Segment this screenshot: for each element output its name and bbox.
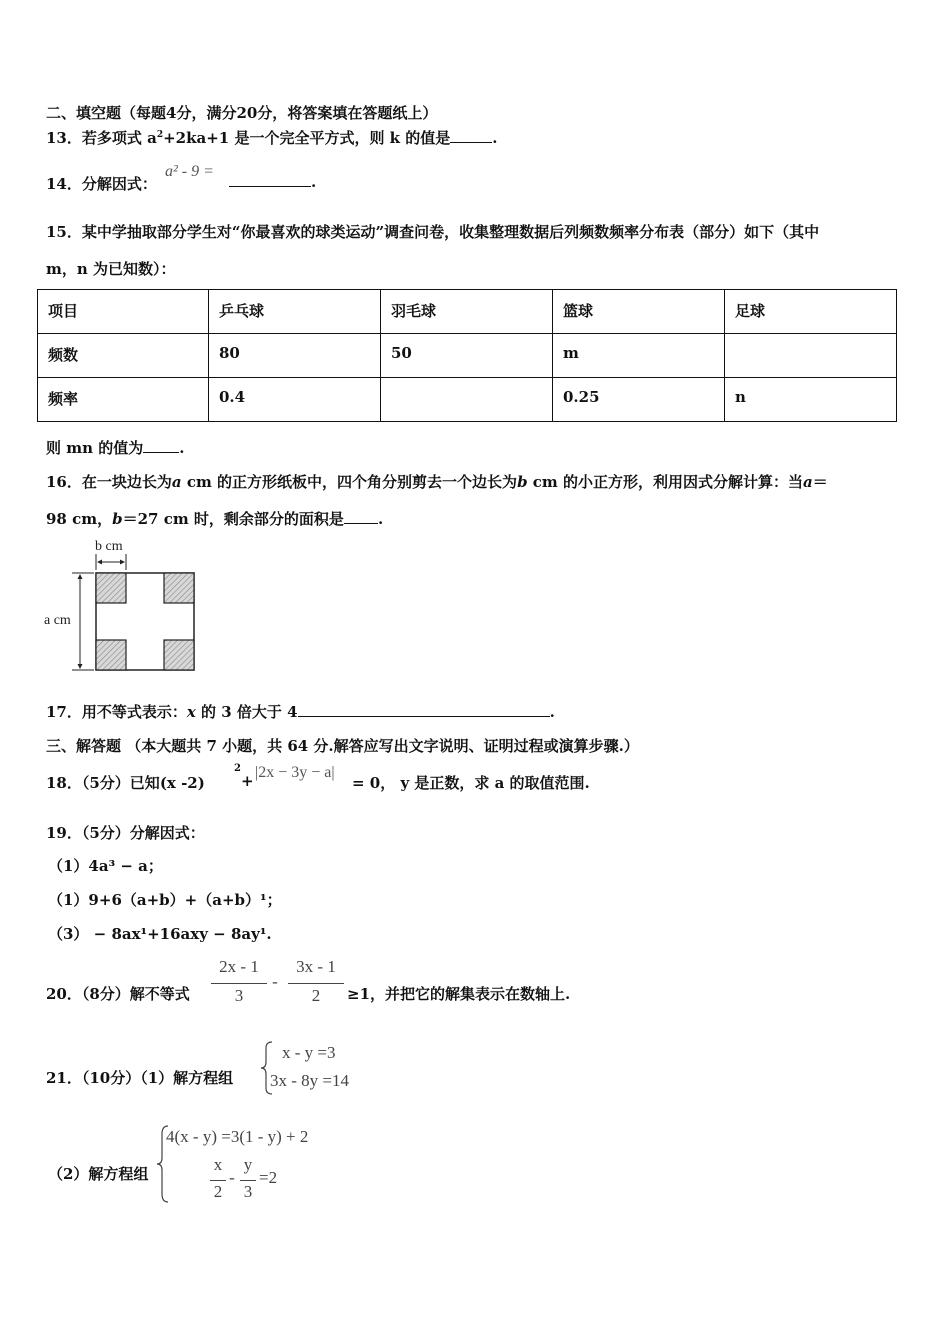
table-cell: 0.25 [553, 378, 725, 422]
q15-after-end: . [179, 439, 185, 457]
q21-text-pre: 21．（10分）（1）解方程组 [46, 1069, 234, 1087]
table-cell: 0.4 [209, 378, 381, 422]
q14-answer-blank[interactable] [229, 186, 311, 187]
q20-numerator-1: 2x - 1 [219, 957, 259, 976]
corner-square [164, 640, 194, 670]
q16-answer-blank[interactable] [344, 523, 378, 524]
table-cell: 项目 [38, 290, 209, 334]
q16-var-a: a [171, 473, 182, 491]
b-dimension-label: b cm [95, 539, 123, 554]
q15-line-2: m，n 为已知数）： [46, 260, 176, 278]
q14-expression: a² - 9 = [165, 163, 214, 180]
q14-label: 14．分解因式： [46, 175, 157, 193]
table-cell: 篮球 [553, 290, 725, 334]
q18-text-post: = 0， y 是正数，求 a 的取值范围. [352, 774, 590, 792]
q21-eq4-denominator-1: 2 [213, 1182, 223, 1201]
q18-expression: (x -2) [159, 774, 205, 792]
table-row [38, 290, 897, 334]
table-cell [381, 378, 553, 422]
table-cell: 羽毛球 [381, 290, 553, 334]
q13-end: . [492, 129, 498, 147]
q17-answer-blank[interactable] [298, 716, 550, 717]
table-row [38, 334, 897, 378]
table-cell: n [725, 378, 897, 422]
q13-text-pre: 13．若多项式 a [46, 129, 157, 147]
q21-eq4-rhs: =2 [259, 1168, 278, 1187]
q13-answer-blank[interactable] [450, 142, 492, 143]
corner-square [96, 640, 126, 670]
q21-eq4-numerator-2: y [243, 1155, 253, 1174]
question-17 [46, 701, 555, 722]
q15-after [46, 437, 184, 458]
table-cell: 80 [209, 334, 381, 378]
table-cell: 频数 [38, 334, 209, 378]
q15-answer-blank[interactable] [143, 452, 179, 453]
question-14 [46, 173, 157, 194]
frequency-table [37, 289, 897, 422]
q14-answer [229, 173, 316, 191]
q20-minus: - [272, 972, 278, 991]
q21-equation-1: x - y =3 [282, 1043, 336, 1062]
q18-plus: + [241, 772, 254, 790]
q16-line-1 [46, 471, 828, 492]
q16-var-b: b [112, 510, 123, 528]
q20-numerator-2: 3x - 1 [296, 957, 336, 976]
q16-var-b: b [517, 473, 528, 491]
q16-text: 16．在一块边长为 [46, 473, 172, 491]
q16-var-a: a [803, 473, 813, 491]
q20-text-post: ≥1，并把它的解集表示在数轴上. [347, 985, 571, 1003]
q21-eq4-numerator-1: x [213, 1155, 223, 1174]
corner-square [164, 573, 194, 603]
q19-part-2: （1）9+6（a+b）+（a+b）¹； [48, 891, 282, 909]
corner-square [96, 573, 126, 603]
fraction-bar [210, 1180, 226, 1181]
q17-text: 的 3 倍大于 4 [195, 703, 298, 721]
table-row [38, 378, 897, 422]
question-13 [46, 127, 498, 148]
q16-text: ＝27 cm 时，剩余部分的面积是 [122, 510, 344, 528]
section-3-heading: 三、解答题 （本大题共 7 小题，共 64 分.解答应写出文字说明、证明过程或演算步骤.） [46, 737, 639, 755]
q20-text-pre: 20．（8分）解不等式 [46, 985, 190, 1003]
q19-part-1: （1）4a³ − a； [48, 857, 163, 875]
table-cell [725, 334, 897, 378]
square-cutout-figure [40, 534, 210, 676]
fraction-bar [240, 1180, 256, 1181]
q17-text: 17．用不等式表示： [46, 703, 187, 721]
q18-text: 18．（5分）已知 [46, 774, 160, 792]
q21-equation-3: 4(x - y) =3(1 - y) + 2 [166, 1127, 309, 1146]
table-cell: 频率 [38, 378, 209, 422]
q16-line-2 [46, 508, 383, 529]
q20-denominator-2: 2 [311, 986, 321, 1005]
table-cell: m [553, 334, 725, 378]
q21-equation-2: 3x - 8y =14 [270, 1071, 349, 1090]
q16-text: ＝ [812, 473, 828, 491]
fraction-bar [288, 983, 344, 984]
q17-var-x: x [186, 703, 196, 721]
q14-end: . [311, 173, 317, 191]
q21-part-2-label: （2）解方程组 [48, 1165, 149, 1183]
q18-absolute-value: |2x − 3y − a| [255, 764, 335, 781]
q19-part-3: （3） − 8ax¹+16axy − 8ay¹. [48, 925, 272, 943]
table-cell: 乒乓球 [209, 290, 381, 334]
question-18 [46, 772, 205, 793]
q13-text-post: +2ka+1 是一个完全平方式，则 k 的值是 [163, 129, 451, 147]
q19-title: 19．（5分）分解因式： [46, 824, 205, 842]
q15-line-1: 15．某中学抽取部分学生对“你最喜欢的球类运动”调查问卷，收集整理数据后列频数频率分布表（部分）如下（其中 [46, 223, 820, 241]
q21-eq4-denominator-2: 3 [243, 1182, 253, 1201]
q21-eq4-minus: - [229, 1168, 235, 1187]
fraction-bar [211, 983, 267, 984]
q16-text: 98 cm， [46, 510, 113, 528]
a-dimension-label: a cm [44, 613, 71, 628]
section-2-heading: 二、填空题（每题4分，满分20分，将答案填在答题纸上） [46, 104, 438, 122]
q15-after-text: 则 mn 的值为 [46, 439, 144, 457]
q17-end: . [549, 703, 555, 721]
q16-text: cm 的正方形纸板中，四个角分别剪去一个边长为 [181, 473, 518, 491]
q16-text: cm 的小正方形，利用因式分解计算：当 [527, 473, 804, 491]
table-cell: 足球 [725, 290, 897, 334]
q16-end: . [377, 510, 384, 528]
q18-exponent: 2 [234, 763, 241, 774]
table-cell: 50 [381, 334, 553, 378]
q20-denominator-1: 3 [234, 986, 244, 1005]
q13-exponent: 2 [156, 130, 164, 140]
